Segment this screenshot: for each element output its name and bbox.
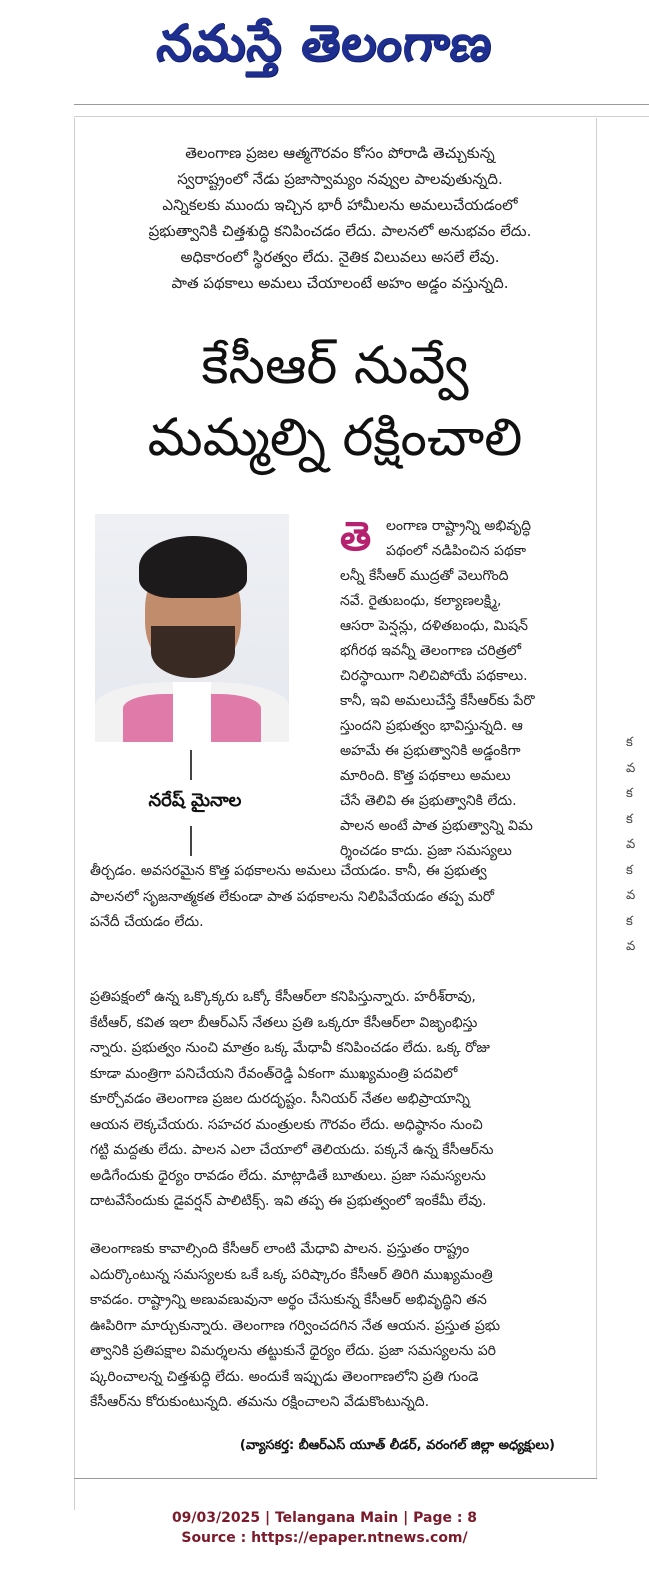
author-signature: (వ్యాసకర్త: బీఆర్‌ఎస్ యూత్ లీడర్, వరంగల్ జిల్లా అధ్యక్షులు): [239, 1438, 555, 1453]
byline-rule-top: [190, 750, 192, 780]
text-line: తెలంగాణకు కావాల్సింది కేసీఆర్ లాంటి మేధావి పాలన. ప్రస్తుతం రాష్ట్రం: [90, 1241, 470, 1257]
drop-cap: తె: [340, 514, 372, 560]
article-column-text: [340, 514, 554, 864]
edge-letter: క: [626, 811, 633, 827]
text-line: పాలనలో సృజనాత్మకత లేకుండా పాత పథకాలను నిలిపివేయడం తప్ప మరో: [90, 888, 494, 905]
text-line: కూడా మంత్రిగా పనిచేయని రేవంత్‌రెడ్డి ఏకంగా ముఖ్యమంత్రి పదవిలో: [90, 1065, 458, 1082]
byline-rule-bottom: [190, 826, 192, 856]
text-line: ర్శించడం కాదు. ప్రజా సమస్యలు: [340, 843, 512, 859]
edge-letter: క: [626, 862, 633, 878]
footer-source-link[interactable]: Source : https://epaper.ntnews.com/: [181, 1530, 468, 1546]
text-line: గట్టి మద్దతు లేదు. పాలన ఎలా చేయాలో తెలియదు. పక్కనే ఉన్న కేసీఆర్‌ను: [90, 1142, 494, 1158]
text-line: ఆయన లెక్కచేయరు. సహచర మంత్రులకు గౌరవం లేదు. అధిష్ఠానం నుంచి: [90, 1116, 483, 1133]
text-line: చిరస్థాయిగా నిలిచిపోయే పథకాలు.: [340, 668, 528, 684]
text-line: ఊపిరిగా మార్చుకున్నారు. తెలంగాణ గర్వించదగిన నేత ఆయన. ప్రస్తుత ప్రభు: [90, 1317, 501, 1334]
header-rule-secondary: [74, 116, 649, 117]
author-photo: [95, 514, 289, 742]
text-line: ఆసరా పెన్షన్లు, దళితబంధు, మిషన్: [340, 618, 528, 634]
text-line: కావడం. రాష్ట్రాన్ని అణువణువునా అర్థం చేసుకున్న కేసీఆర్ అభివృద్ధిని తన: [90, 1292, 487, 1308]
text-line: భగీరథ ఇవన్నీ తెలంగాణ చరిత్రలో: [340, 643, 522, 659]
edge-letter: క: [626, 735, 633, 750]
intro-line: ఎన్నికలకు ముందు ఇచ్చిన భారీ హామీలను అమలుచేయడంలో: [162, 196, 518, 214]
photo-collar: [173, 682, 211, 742]
text-line: లన్నీ కేసీఆర్ ముద్రతో వెలుగొంది: [340, 568, 509, 584]
edge-letter: వ: [626, 837, 636, 852]
text-line: ఎదుర్కొంటున్న సమస్యలకు ఒకే ఒక్క పరిష్కారం కేసీఆర్ తిరిగి ముఖ్యమంత్రి: [90, 1266, 493, 1283]
photo-beard: [151, 626, 235, 678]
photo-hair: [139, 536, 247, 598]
article-paragraph-2: [90, 985, 552, 1215]
text-line: ప్రతిపక్షంలో ఉన్న ఒక్కొక్కరు ఒక్కో కేసీఆర్‌లా కనిపిస్తున్నారు. హరీశ్‌రావు,: [90, 989, 476, 1005]
masthead: [0, 0, 649, 90]
text-line: త్వానికి ప్రతిపక్షాల విమర్శలను తట్టుకునే ధైర్యం లేదు. ప్రజా సమస్యలను పరి: [90, 1343, 496, 1359]
footer-edition-info: 09/03/2025 | Telangana Main | Page : 8: [171, 1510, 478, 1526]
text-line: నవే. రైతుబంధు, కల్యాణలక్ష్మి,: [340, 593, 502, 609]
author-byline: నరేష్ మైనాల: [148, 790, 242, 811]
text-line: తీర్చడం. అవసరమైన కొత్త పథకాలను అమలు చేయడం. కానీ, ఈ ప్రభుత్వ: [90, 863, 487, 879]
text-line: ష్కరించాలన్న చిత్తశుద్ధి లేదు. అందుకే ఇప్పుడు తెలంగాణలోని ప్రతి గుండె: [90, 1368, 479, 1385]
headline-line-2: మమ్మల్ని రక్షించాలి: [147, 408, 523, 468]
adjacent-column-fragment: [626, 730, 649, 960]
intro-line: అధికారంలో స్థిరత్వం లేదు. నైతిక విలువలు అసలే లేవు.: [180, 248, 500, 266]
intro-line: స్వరాష్ట్రంలో నేడు ప్రజాస్వామ్యం నవ్వుల పాలవుతున్నది.: [177, 170, 503, 188]
article-intro: [100, 140, 580, 296]
intro-line: ప్రభుత్వానికి చిత్తశుద్ధి కనిపించడం లేదు. పాలనలో అనుభవం లేదు.: [148, 222, 532, 240]
edge-letter: వ: [626, 888, 636, 903]
article-headline: [80, 330, 590, 474]
text-line: పథంలో నడిపించిన పథకా: [386, 543, 527, 559]
text-line: దాటవేసేందుకు డైవర్షన్ పాలిటిక్స్. ఇవి తప్ప ఈ ప్రభుత్వంలో ఇంకేమీ లేవు.: [90, 1193, 487, 1209]
page-footer: [0, 1508, 649, 1548]
headline-line-1: కేసీఆర్ నువ్వే: [201, 336, 469, 396]
text-line: కేసీఆర్‌ను కోరుకుంటున్నది. తమను రక్షించాలని వేడుకొంటున్నది.: [90, 1394, 430, 1410]
text-line: లంగాణ రాష్ట్రాన్ని అభివృద్ధి: [386, 518, 532, 534]
text-line: మారింది. కొత్త పథకాలు అమలు: [340, 768, 511, 784]
text-line: న్నారు. ప్రభుత్వం నుంచి మాత్రం ఒక్క మేధావీ కనిపించడం లేదు. ఒక్క రోజు: [90, 1040, 490, 1056]
column-divider-left: [74, 118, 75, 1510]
text-line: అహమే ఈ ప్రభుత్వానికి అడ్డంకిగా: [340, 743, 521, 759]
text-line: కేటీఆర్, కవిత ఇలా బీఆర్‌ఎస్ నేతలు ప్రతి ఒక్కరూ కేసీఆర్‌లా విజృంభిస్తు: [90, 1014, 478, 1031]
article-paragraph-1: [90, 859, 552, 936]
text-line: స్తుందని ప్రభుత్వం భావిస్తున్నది. ఆ: [340, 718, 523, 734]
article-paragraph-3: [90, 1237, 552, 1416]
edge-letter: వ: [626, 939, 636, 954]
header-rule: [74, 104, 649, 105]
footer-rule: [74, 1478, 597, 1479]
text-line: అడిగేందుకు ధైర్యం రావడం లేదు. మాట్లాడితే బూతులు. ప్రజా సమస్యలను: [90, 1167, 486, 1184]
text-line: పనేదీ చేయడం లేదు.: [90, 914, 204, 930]
newspaper-logo: నమస్తే తెలంగాణ: [153, 14, 496, 72]
edge-letter: వ: [626, 760, 636, 776]
text-line: కానీ, ఇవి అమలుచేస్తే కేసీఆర్‌కు పేరొ: [340, 693, 535, 709]
intro-line: పాత పథకాలు అమలు చేయాలంటే అహం అడ్డం వస్తున్నది.: [171, 274, 509, 292]
edge-letter: క: [626, 913, 633, 929]
text-line: చేసే తెలివి ఈ ప్రభుత్వానికి లేదు.: [340, 793, 517, 809]
intro-line: తెలంగాణ ప్రజల ఆత్మగౌరవం కోసం పోరాడి తెచ్చుకున్న: [185, 144, 495, 162]
text-line: పాలన అంటే పాత ప్రభుత్వాన్ని విమ: [340, 818, 533, 834]
column-divider-right: [596, 118, 597, 1478]
text-line: కూర్చోవడం తెలంగాణ ప్రజల దురదృష్టం. సీనియర్ నేతల అభిప్రాయాన్ని: [90, 1091, 470, 1107]
edge-letter: క: [626, 786, 633, 801]
